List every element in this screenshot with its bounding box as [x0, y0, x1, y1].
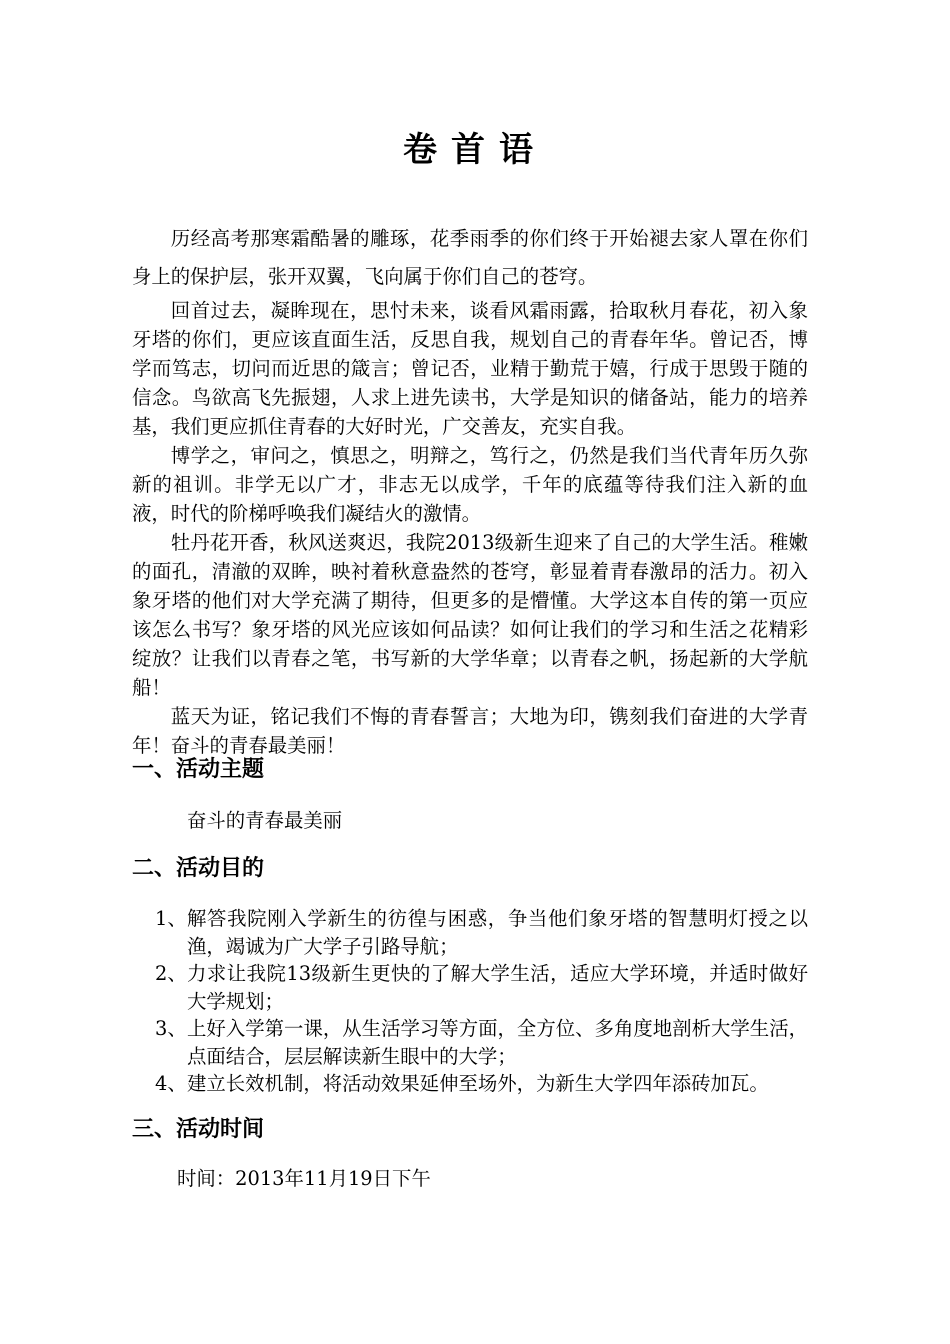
list-item — [155, 960, 808, 1015]
section-heading-theme: 一、活动主题 — [132, 757, 265, 782]
list-item-text: 力求让我院13级新生更快的了解大学生活，适应大学环境，并适时做好大学规划； — [187, 962, 808, 1013]
body-paragraph-2: 博学之，审问之，慎思之，明辩之，笃行之，仍然是我们当代青年历久弥新的祖训。非学无以广才，非志无以成学，千年的底蕴等待我们注入新的血液，时代的阶梯呼唤我们凝结火的激情。 — [132, 444, 808, 525]
intro-paragraph — [132, 220, 808, 296]
theme-text: 奋斗的青春最美丽 — [187, 809, 343, 832]
time-text: 时间：2013年11月19日下午 — [177, 1167, 431, 1190]
body-paragraph-3: 牡丹花开香，秋风送爽迟，我院2013级新生迎来了自己的大学生活。稚嫩的面孔，清澈的双眸，映衬着秋意盎然的苍穹，彰显着青春激昂的活力。初入象牙塔的他们对大学充满了期待，但更多的是懵懂。大学这本自传的第一页应该怎么书写？象牙塔的风光应该如何品读？如何让我们的学习和生活之花精彩绽放？让我们以青春之笔，书写新的大学华章；以青春之帆，扬起新的大学航船！ — [132, 531, 808, 699]
list-item-number: 2、 — [155, 962, 187, 985]
purpose-list — [155, 905, 808, 1098]
intro-paragraph-1: 历经高考那寒霜酷暑的雕琢，花季雨季的你们终于开始褪去家人罩在你们身上的保护层，张开双翼，飞向属于你们自己的苍穹。 — [132, 227, 808, 288]
section-heading-purpose: 二、活动目的 — [132, 856, 265, 881]
list-item — [155, 1070, 808, 1098]
list-item-number: 4、 — [155, 1072, 187, 1095]
body-paragraphs — [132, 296, 808, 760]
list-item-text: 建立长效机制，将活动效果延伸至场外，为新生大学四年添砖加瓦。 — [187, 1072, 769, 1095]
body-paragraph-1: 回首过去，凝眸现在，思忖未来，谈看风霜雨露，拾取秋月春花，初入象牙塔的你们，更应该直面生活，反思自我，规划自己的青春年华。曾记否，博学而笃志，切问而近思的箴言；曾记否，业精于勤荒于嬉，行成于思毁于随的信念。鸟欲高飞先振翅，人求上进先读书，大学是知识的储备站，能力的培养基，我们更应抓住青春的大好时光，广交善友，充实自我。 — [132, 299, 808, 438]
body-paragraph-4: 蓝天为证，铭记我们不悔的青春誓言；大地为印，镌刻我们奋进的大学青年！奋斗的青春最美丽！ — [132, 705, 808, 757]
list-item-text: 上好入学第一课，从生活学习等方面，全方位、多角度地剖析大学生活，点面结合，层层解读新生眼中的大学； — [187, 1017, 808, 1068]
list-item-number: 1、 — [155, 907, 187, 930]
list-item — [155, 905, 808, 960]
list-item-number: 3、 — [155, 1017, 187, 1040]
list-item-text: 解答我院刚入学新生的彷徨与困惑，争当他们象牙塔的智慧明灯授之以渔，竭诚为广大学子引路导航； — [187, 907, 808, 958]
section-heading-time: 三、活动时间 — [132, 1117, 265, 1142]
page-title: 卷首语 — [403, 130, 547, 170]
list-item — [155, 1015, 808, 1070]
